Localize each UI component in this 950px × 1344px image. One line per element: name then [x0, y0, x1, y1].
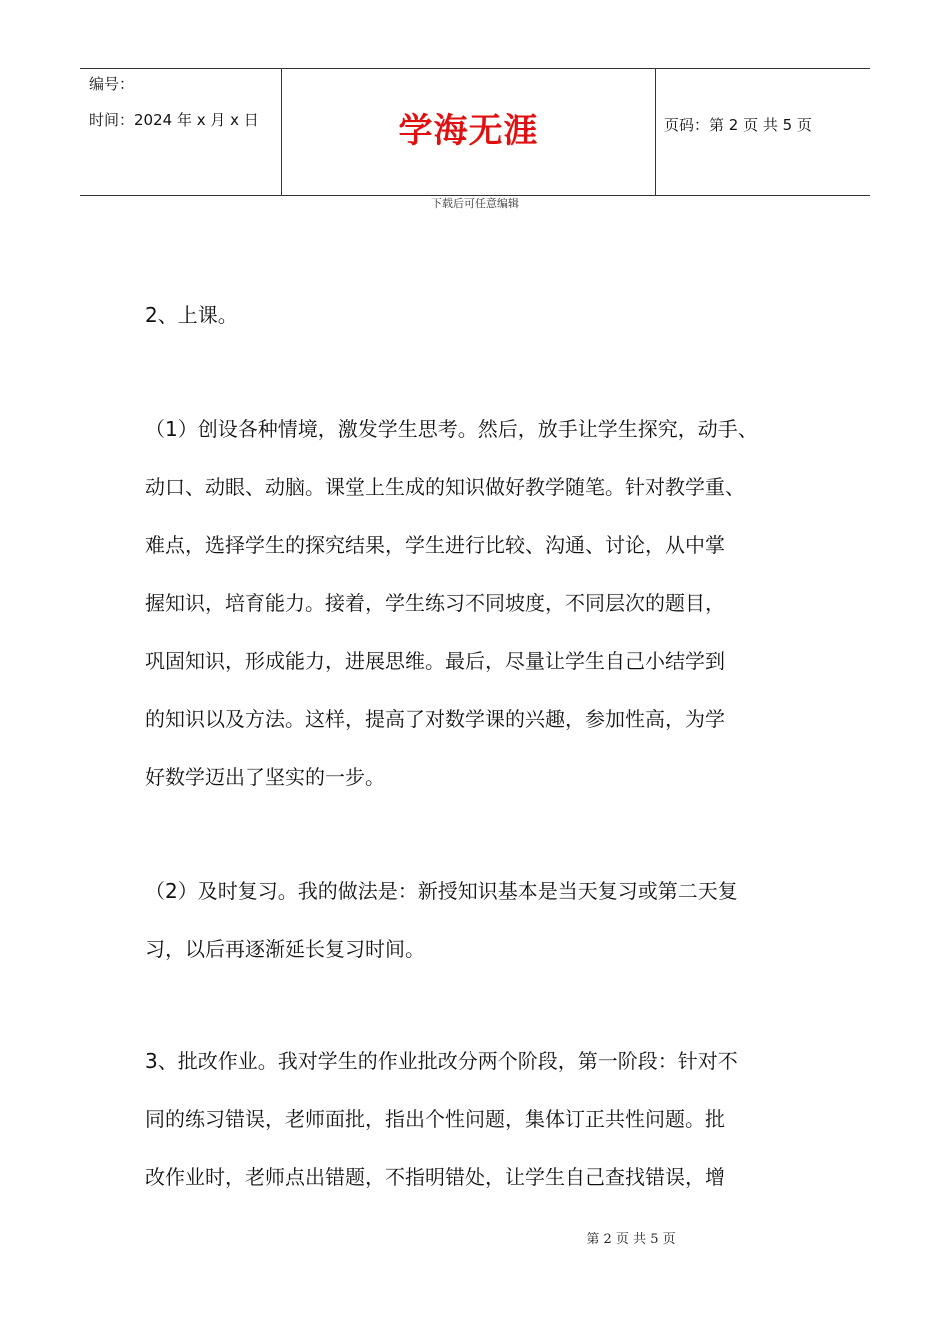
document-number-label: 编号：	[89, 75, 135, 93]
body-line: （1）创设各种情境，激发学生思考。然后，放手让学生探究，动手、	[145, 417, 758, 441]
body-line: 习，以后再逐渐延长复习时间。	[145, 937, 425, 961]
header-page-label: 页码：第 2 页 共 5 页	[664, 116, 812, 134]
body-line: 好数学迈出了坚实的一步。	[145, 765, 385, 789]
header-right-cell	[655, 69, 870, 195]
body-line: 3、批改作业。我对学生的作业批改分两个阶段，第一阶段：针对不	[145, 1049, 738, 1073]
body-line: 握知识，培育能力。接着，学生练习不同坡度，不同层次的题目，	[145, 591, 725, 615]
document-time-label: 时间：2024 年 x 月 x 日	[89, 111, 259, 129]
header-title-cell	[281, 69, 656, 195]
body-line: 动口、动眼、动脑。课堂上生成的知识做好教学随笔。针对教学重、	[145, 475, 745, 499]
body-line: 2、上课。	[145, 303, 238, 327]
header-left-cell	[80, 69, 280, 195]
body-line: 改作业时，老师点出错题，不指明错处，让学生自己查找错误，增	[145, 1165, 725, 1189]
edit-note: 下载后可任意编辑	[431, 197, 519, 210]
body-line: 巩固知识，形成能力，进展思维。最后，尽量让学生自己小结学到	[145, 649, 725, 673]
body-line: 同的练习错误，老师面批，指出个性问题，集体订正共性问题。批	[145, 1107, 725, 1131]
header-title: 学海无涯	[398, 111, 539, 151]
document-header	[80, 68, 870, 196]
page-footer: 第 2 页 共 5 页	[586, 1232, 676, 1247]
body-line: 难点，选择学生的探究结果，学生进行比较、沟通、讨论，从中掌	[145, 533, 725, 557]
body-line: （2）及时复习。我的做法是：新授知识基本是当天复习或第二天复	[145, 879, 738, 903]
body-line: 的知识以及方法。这样，提高了对数学课的兴趣，参加性高，为学	[145, 707, 725, 731]
